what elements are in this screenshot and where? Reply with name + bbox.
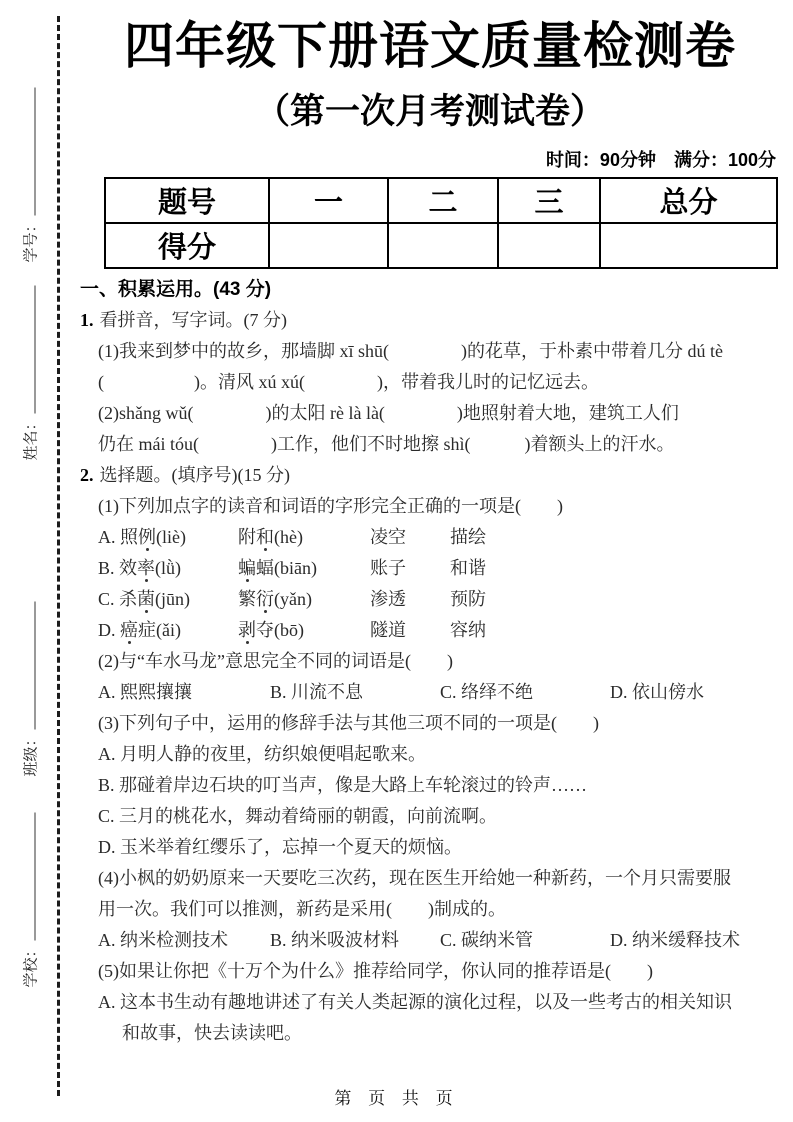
section1-heading: 一、积累运用。(43 分): [80, 279, 272, 300]
option-c-word2: 繁衍(yǎn): [238, 589, 312, 609]
q2-sub1-row-a: [80, 522, 782, 553]
school-fill-line: [32, 813, 35, 941]
sub4-option-a: A. 纳米检测技术: [98, 930, 228, 950]
option-a-word3: 凌空: [370, 527, 406, 547]
q2-number: 2.: [80, 465, 94, 485]
q2-sub4-prompt-line1: (4)小枫的奶奶原来一天要吃三次药，现在医生开给她一种新药，一个月只需要服: [98, 868, 731, 888]
q1-title-line: [80, 305, 782, 336]
option-a-word1: A. 照例(liè): [98, 527, 186, 547]
option-c-word3: 渗透: [370, 589, 406, 609]
header-total: 总分: [600, 178, 777, 223]
q2-sub1-row-d: [80, 615, 782, 646]
exam-time-score-meta: 时间：90分钟 满分：100分: [545, 150, 776, 170]
q2-sub3-option-b: B. 那碰着岸边石块的叮当声，像是大路上车轮滚过的铃声……: [98, 775, 588, 795]
q1-number: 1.: [80, 310, 94, 330]
sub2-option-d: D. 依山傍水: [610, 682, 704, 702]
header-part-two: 二: [388, 178, 498, 223]
header-part-one: 一: [269, 178, 388, 223]
exam-body: [80, 274, 782, 1049]
score-cell-three: [498, 223, 600, 268]
q2-sub2-prompt: (2)与“车水马龙”意思完全不同的词语是( ): [98, 651, 453, 671]
score-cell-one: [269, 223, 388, 268]
option-b-word3: 账子: [370, 558, 406, 578]
header-part-three: 三: [498, 178, 600, 223]
margin-field-class: [19, 602, 41, 777]
q2-sub3-option-c: C. 三月的桃花水，舞动着绮丽的朝霞，向前流啊。: [98, 806, 498, 826]
sub2-option-b: B. 川流不息: [270, 682, 364, 702]
score-cell-two: [388, 223, 498, 268]
option-c-word4: 预防: [450, 589, 486, 609]
student-id-fill-line: [32, 88, 35, 216]
option-d-word2: 剥夺(bō): [238, 620, 304, 640]
q2-sub5-option-a-line1: A. 这本书生动有趣地讲述了有关人类起源的演化过程，以及一些考古的相关知识: [98, 992, 732, 1012]
margin-field-student-id: [19, 88, 41, 263]
score-cell-total: [600, 223, 777, 268]
option-b-word1: B. 效率(lǜ): [98, 558, 182, 578]
header-question-number: 题号: [105, 178, 269, 223]
margin-field-name: [19, 286, 41, 461]
q2-sub5-option-a-line2: 和故事，快去读读吧。: [122, 1023, 302, 1043]
margin-field-school: [19, 813, 41, 988]
q2-sub1-row-c: [80, 584, 782, 615]
option-d-word3: 隧道: [370, 620, 406, 640]
page-footer: 第 页 共 页: [334, 1089, 459, 1108]
score-table-header-row: [105, 178, 777, 223]
q2-sub4-prompt-line2: 用一次。我们可以推测，新药是采用( )制成的。: [98, 899, 506, 919]
q1-line-2: ( )。清风 xú xú( )，带着我儿时的记忆远去。: [98, 372, 599, 392]
option-d-word1: D. 癌症(ǎi): [98, 620, 181, 640]
sub4-option-b: B. 纳米吸波材料: [270, 930, 400, 950]
score-table-score-row: [105, 223, 777, 268]
sub4-option-c: C. 碳纳米管: [440, 930, 534, 950]
sub2-option-c: C. 络绎不绝: [440, 682, 534, 702]
q2-sub4-options: [80, 925, 782, 956]
q1-line-1: (1)我来到梦中的故乡，那墙脚 xī shū( )的花草，于朴素中带着几分 dú tè: [98, 341, 723, 361]
q2-sub1-prompt: (1)下列加点字的读音和词语的字形完全正确的一项是( ): [98, 496, 563, 516]
option-a-word4: 描绘: [450, 527, 486, 547]
q1-line-3: (2)shǎng wǔ( )的太阳 rè là là( )地照射着大地，建筑工人们: [98, 403, 679, 423]
q2-sub3-option-a: A. 月明人静的夜里，纺织娘便唱起歌来。: [98, 744, 426, 764]
class-fill-line: [32, 602, 35, 730]
class-label: 班级：: [23, 731, 39, 777]
q2-title-line: [80, 460, 782, 491]
sub2-option-a: A. 熙熙攘攘: [98, 682, 192, 702]
exam-title: 四年级下册语文质量检测卷: [124, 18, 736, 74]
option-b-word2: 蝙蝠(biān): [238, 558, 317, 578]
option-c-word1: C. 杀菌(jūn): [98, 589, 191, 609]
option-a-word2: 附和(hè): [238, 527, 303, 547]
score-row-label: 得分: [105, 223, 269, 268]
q1-title: 看拼音，写字词。(7 分): [99, 310, 287, 330]
score-table: [104, 177, 778, 269]
option-b-word4: 和谐: [450, 558, 486, 578]
q2-sub2-options: [80, 677, 782, 708]
school-label: 学校：: [23, 942, 39, 988]
student-id-label: 学号：: [23, 217, 39, 263]
name-label: 姓名：: [23, 415, 39, 461]
q2-sub3-prompt: (3)下列句子中，运用的修辞手法与其他三项不同的一项是( ): [98, 713, 599, 733]
q2-sub5-prompt: (5)如果让你把《十万个为什么》推荐给同学，你认同的推荐语是( ): [98, 961, 653, 981]
q2-title: 选择题。(填序号)(15 分): [99, 465, 290, 485]
sub4-option-d: D. 纳米缓释技术: [610, 930, 740, 950]
q2-sub1-row-b: [80, 553, 782, 584]
name-fill-line: [32, 286, 35, 414]
exam-subtitle: （第一次月考测试卷）: [254, 92, 605, 131]
binding-dashed-line: [57, 16, 60, 1096]
q1-line-4: 仍在 mái tóu( )工作，他们不时地擦 shì( )着额头上的汗水。: [98, 434, 675, 454]
q2-sub3-option-d: D. 玉米举着红缨乐了，忘掉一个夏天的烦恼。: [98, 837, 462, 857]
option-d-word4: 容纳: [450, 620, 486, 640]
